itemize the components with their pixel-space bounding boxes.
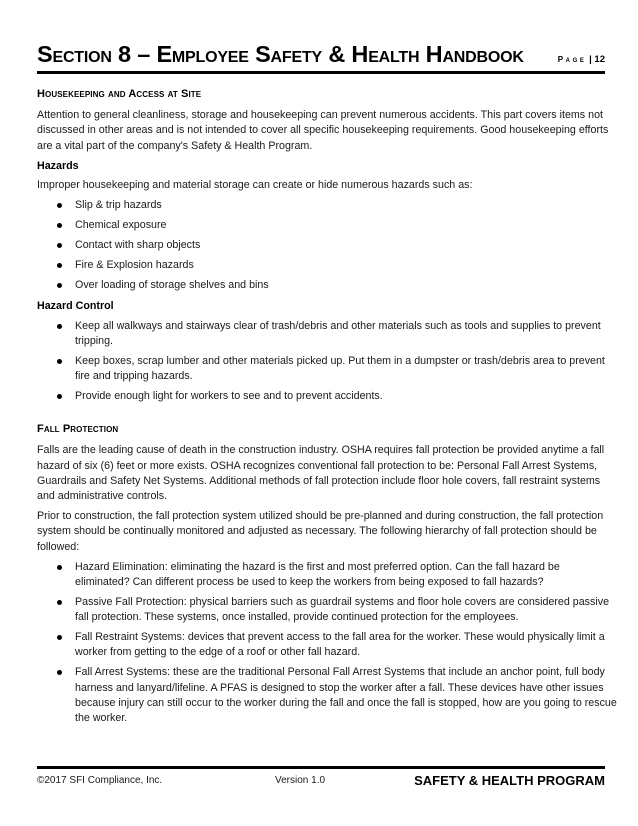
fall-protection-hierarchy-list	[37, 560, 617, 726]
section-heading-housekeeping: Housekeeping and Access at Site	[37, 88, 202, 100]
list-item	[37, 319, 617, 349]
bullet-icon	[57, 283, 62, 288]
section-heading-fall-protection: Fall Protection	[37, 423, 119, 436]
list-item-text: Fall Restraint Systems: devices that prevent access to the fall area for the worker. These would physically limit a worker from getting to the edge of a roof or other fall hazard.	[75, 631, 605, 659]
page-number: 12	[594, 54, 605, 65]
page-title: Section 8 – Employee Safety & Health Handbook	[37, 41, 524, 67]
list-item-text: Provide enough light for workers to see and to prevent accidents.	[75, 390, 383, 403]
footer-divider	[37, 766, 605, 769]
bullet-icon	[57, 223, 62, 228]
footer-copyright: ©2017 SFI Compliance, Inc.	[37, 775, 163, 786]
list-item	[37, 595, 617, 625]
list-item	[37, 630, 617, 660]
page-footer	[37, 773, 605, 791]
bullet-icon	[57, 359, 62, 364]
list-item	[37, 354, 617, 384]
bullet-icon	[57, 670, 62, 675]
housekeeping-intro: Attention to general cleanliness, storage and housekeeping can prevent numerous accidents. This part covers items not discussed in other areas and is not intended to cover all specific housekeeping requirements. Good housekeeping efforts are a vital part of the company's Safety & Health Program.	[37, 109, 609, 152]
list-item-text: Contact with sharp objects	[75, 239, 201, 252]
hazard-control-heading: Hazard Control	[37, 300, 114, 313]
bullet-icon	[57, 394, 62, 399]
bullet-icon	[57, 243, 62, 248]
page-number-label	[558, 54, 605, 65]
list-item-text: Slip & trip hazards	[75, 199, 162, 212]
list-item-text: Passive Fall Protection: physical barriers such as guardrail systems and floor hole covers are considered passive fall protection. These systems, once installed, provide continued protection for the employees.	[75, 596, 610, 624]
list-item-text: Chemical exposure	[75, 219, 167, 232]
page-header	[37, 41, 605, 68]
bullet-icon	[57, 203, 62, 208]
page-body	[37, 87, 617, 732]
fall-protection-para-2: Prior to construction, the fall protection system utilized should be pre-planned and during construction, the fall protection system should be continually monitored and adjusted as necessary. The following hierarchy of fall protection should be followed:	[37, 510, 604, 553]
list-item	[37, 389, 617, 404]
list-item	[37, 665, 617, 726]
footer-version: Version 1.0	[275, 775, 326, 786]
bullet-icon	[57, 600, 62, 605]
header-divider	[37, 71, 605, 74]
hazards-intro: Improper housekeeping and material storage can create or hide numerous hazards such as:	[37, 179, 473, 192]
page-separator: |	[589, 54, 592, 65]
list-item	[37, 560, 617, 590]
list-item-text: Keep boxes, scrap lumber and other materials picked up. Put them in a dumpster or trash/debris area to prevent fire and tripping hazards.	[75, 354, 605, 383]
bullet-icon	[57, 263, 62, 268]
list-item	[37, 258, 617, 273]
bullet-icon	[57, 565, 62, 570]
list-item	[37, 238, 617, 253]
bullet-icon	[57, 635, 62, 640]
list-item-text: Keep all walkways and stairways clear of trash/debris and other materials such as tools and supplies to prevent tripping.	[75, 319, 601, 347]
list-item-text: Over loading of storage shelves and bins	[75, 279, 269, 292]
hazard-control-list	[37, 319, 617, 405]
list-item	[37, 278, 617, 293]
bullet-icon	[57, 324, 62, 329]
list-item-text: Hazard Elimination: eliminating the hazard is the first and most preferred option. Can the fall hazard be eliminated? Can different process be used to keep the workers from being exposed to fall hazards?	[75, 560, 560, 589]
list-item-text: Fire & Explosion hazards	[75, 259, 194, 272]
footer-program-title: SAFETY & HEALTH PROGRAM	[414, 773, 605, 788]
list-item	[37, 218, 617, 233]
hazards-list	[37, 198, 617, 293]
hazards-heading: Hazards	[37, 159, 79, 172]
list-item	[37, 198, 617, 213]
fall-protection-para-1: Falls are the leading cause of death in the construction industry. OSHA requires fall protection be provided anytime a fall hazard of six (6) feet or more exists. OSHA recognizes conventional fall protection to be: Personal Fall Arrest Systems, Guardrails and Safety Net Systems. Additional methods of fall protection include floor hole covers, fall restraint systems and administrative controls.	[37, 444, 605, 503]
page-word: Page	[557, 55, 587, 64]
list-item-text: Fall Arrest Systems: these are the traditional Personal Fall Arrest Systems that include an anchor point, full body harness and lanyard/lifeline. A PFAS is designed to stop the worker after a fall. These devices have other issues because injury can still occur to the worker during the fall and once the fall is stopped, how are you going to rescue the worker.	[75, 666, 617, 725]
